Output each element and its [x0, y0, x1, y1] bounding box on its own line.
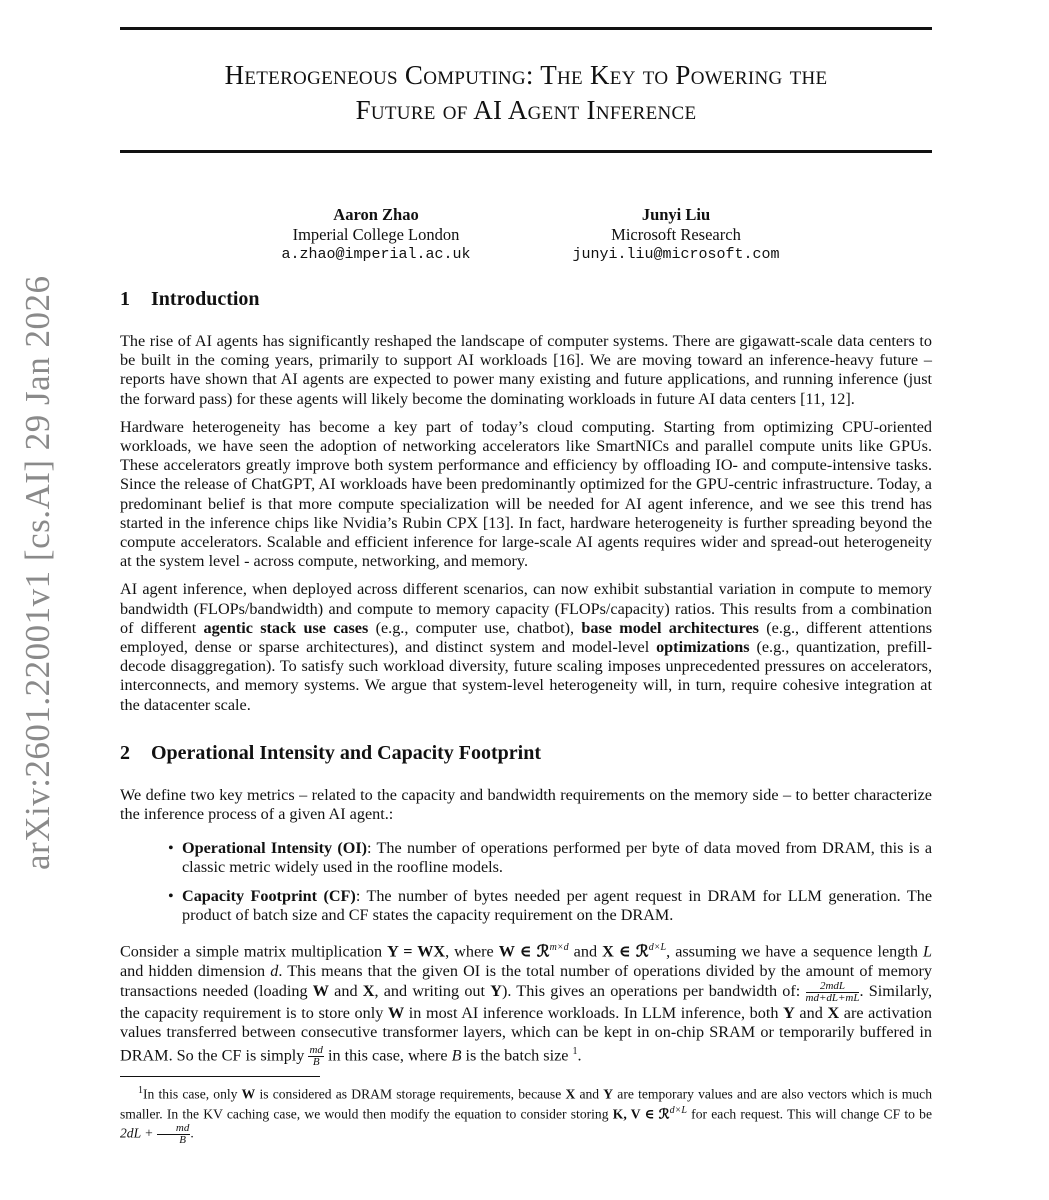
intro-paragraph-1: The rise of AI agents has significantly reshaped the landscape of computer systems. There are gigawatt-scale data centers to be built in the coming years, primarily to support AI workloads [16]. We are moving toward an inference-heavy future – reports have shown that AI agents are expected to power many existing and future applications, and running inference (just the forward pass) for these agents will likely become the dominating workloads in future AI data centers [11, 12].	[120, 332, 932, 408]
title-block	[120, 27, 932, 153]
bold-term: optimizations	[656, 638, 750, 657]
sec2-paragraph-2: Consider a simple matrix multiplication Y = WX, where W ∈ ℛ$^{m\times d}$ and X ∈ ℛ$^{d\times L}$, assuming we have a sequence length L and hidden dimension d. This means that the given OI is the total number of operations divided by the amount of memory transactions needed (loading W and X, and writing out Y). This gives an operations per bandwidth of: $\frac{\text{2mdL}}{md+dL+mL}$ . Similarly, the capacity requirement is to store only W in most AI inference workloads. In LLM inference, both Y and X are activation values transferred between consecutive transformer layers, which can be kept in on-chip SRAM or temporarily buffered in DRAM. So the CF is simply $\frac{md}{B}$ in this case, where B is the batch size $^1$.	[120, 942, 933, 1069]
intro-paragraph-2: Hardware heterogeneity has become a key part of today’s cloud computing. Starting from optimizing CPU-oriented workloads, we have seen the adoption of networking accelerators like SmartNICs and parallel compute units like GPUs. These accelerators greatly improve both system performance and efficiency by offloading IO- and compute-intensive tasks. Since the release of ChatGPT, AI workloads have been predominantly optimized for the GPU-centric infrastructure. Today, a predominant belief is that more compute specialization will be needed for AI agent inference, and we see this trend has started in the inference chips like Nvidia’s Rubin CPX [13]. In fact, hardware heterogeneity is further spreading beyond the compute accelerators. Scalable and efficient inference for large-scale AI agents requires wider and spread-out heterogeneity at the system level - across compute, networking, and memory.	[120, 417, 932, 571]
math-equation: Y = WX	[387, 942, 446, 961]
math-equation: W ∈ ℛ	[498, 942, 550, 961]
section-heading-oi-cf	[120, 742, 932, 765]
author-2	[526, 205, 826, 265]
paper-title	[120, 30, 932, 150]
list-item: • Operational Intensity (OI): The number of operations performed per byte of data moved from DRAM, this is a classic metric widely used in the roofline models.	[120, 839, 932, 877]
author-name: Aaron Zhao	[333, 205, 419, 224]
title-rule-bottom	[120, 150, 932, 153]
author-name: Junyi Liu	[641, 205, 711, 224]
intro-paragraph-3: AI agent inference, when deployed across different scenarios, can now exhibit substantial variation in compute to memory bandwidth (FLOPs/bandwidth) and compute to memory capacity (FLOPs/capacity) ratios. This results from a combination of different agentic stack use cases (e.g., computer use, chatbot), base model architectures (e.g., different attentions employed, dense or sparse architectures), and distinct system and model-level optimizations (e.g., quantization, prefill-decode disaggregation). To satisfy such workload diversity, future scaling imposes unprecedented pressures on accelerators, interconnects, and memory systems. We argue that system-level heterogeneity will, in turn, require cohesive integration at the datacenter scale.	[120, 580, 932, 714]
math-equation: X ∈ ℛ	[602, 942, 649, 961]
footnote: $^1$In this case, only W is considered as DRAM storage requirements, because X and Y are temporary values and are also vectors which is much smaller. In the KV caching case, we would then modify the equation to consider storing K, V ∈ ℛ$^{d\times L}$ for each request. This will change CF to be 2dL + $\frac{md}{B}$ .	[120, 1085, 933, 1146]
section-number: 2	[120, 741, 130, 764]
section-number: 1	[120, 288, 130, 310]
author-email[interactable]: a.zhao@imperial.ac.uk	[281, 246, 471, 263]
title-line-1: Heterogeneous Computing: The Key to Powering the	[224, 60, 828, 90]
sec2-paragraph-1: We define two key metrics – related to the capacity and bandwidth requirements on the memory side – to better characterize the inference process of a given AI agent.:	[120, 785, 932, 824]
page	[120, 0, 932, 1146]
footnote-rule	[120, 1076, 320, 1077]
author-email[interactable]: junyi.liu@microsoft.com	[572, 246, 780, 263]
fraction-footnote: $\frac{md}{B}$	[157, 1123, 190, 1146]
footnote-mark: 1	[138, 1085, 143, 1097]
metric-list	[120, 839, 932, 925]
bold-term: base model architectures	[581, 618, 759, 637]
arxiv-stamp: arXiv:2601.22001v1 [cs.AI] 29 Jan 2026	[18, 275, 57, 870]
fraction-oi: $\frac{\text{2mdL}}{md+dL+mL}$	[805, 979, 860, 1004]
section-heading-introduction	[120, 288, 932, 311]
bold-term: agentic stack use cases	[203, 618, 369, 637]
title-line-2: Future of AI Agent Inference	[355, 95, 697, 125]
author-1	[226, 205, 526, 265]
fraction-cf: $\frac{md}{B}$	[309, 1044, 323, 1069]
metric-term: Operational Intensity (OI)	[182, 839, 368, 858]
section-title: Operational Intensity and Capacity Footprint	[151, 741, 542, 764]
footnote-ref[interactable]: 1	[572, 1046, 578, 1058]
author-block	[120, 205, 932, 265]
section-title: Introduction	[151, 288, 260, 310]
metric-term: Capacity Footprint (CF)	[182, 886, 356, 905]
author-affiliation: Microsoft Research	[611, 225, 741, 244]
author-affiliation: Imperial College London	[292, 225, 460, 244]
list-item: • Capacity Footprint (CF): The number of bytes needed per agent request in DRAM for LLM generation. The product of batch size and CF states the capacity requirement on the DRAM.	[120, 887, 932, 925]
